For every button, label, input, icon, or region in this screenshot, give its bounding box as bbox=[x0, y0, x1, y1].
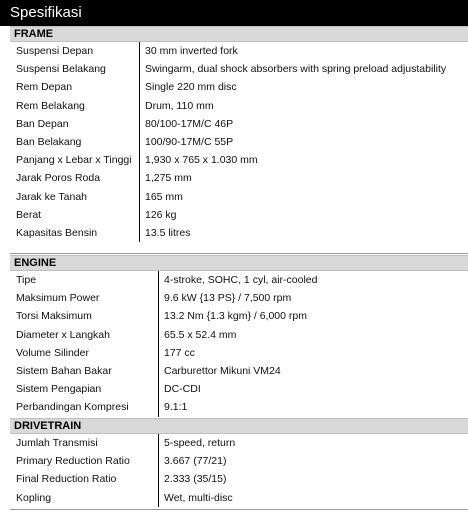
spec-label: Maksimum Power bbox=[16, 292, 100, 305]
engine-header: ENGINE bbox=[10, 255, 468, 271]
section-divider bbox=[10, 253, 468, 254]
spec-label: Panjang x Lebar x Tinggi bbox=[16, 154, 132, 167]
spec-label: Jumlah Transmisi bbox=[16, 437, 98, 450]
spec-value: Carburettor Mikuni VM24 bbox=[158, 362, 281, 380]
spec-row bbox=[10, 206, 468, 224]
drivetrain-spec-table bbox=[10, 434, 468, 507]
spec-value: 30 mm inverted fork bbox=[139, 42, 238, 60]
spec-label: Rem Belakang bbox=[16, 99, 85, 112]
spec-row bbox=[10, 289, 468, 307]
frame-header: FRAME bbox=[10, 26, 468, 42]
frame-section bbox=[10, 26, 468, 242]
spec-row bbox=[10, 151, 468, 169]
spec-value: DC-CDI bbox=[158, 380, 201, 398]
spec-value: 2.333 (35/15) bbox=[158, 470, 226, 488]
spec-label: Perbandingan Kompresi bbox=[16, 401, 129, 414]
spec-value: 3.667 (77/21) bbox=[158, 452, 226, 470]
spec-label: Kopling bbox=[16, 491, 52, 504]
spec-value: 165 mm bbox=[139, 188, 183, 206]
spec-label: Rem Depan bbox=[16, 81, 73, 94]
spec-row bbox=[10, 398, 468, 416]
spec-value: 177 cc bbox=[158, 344, 195, 362]
drivetrain-section bbox=[10, 418, 468, 507]
spec-value: 1,275 mm bbox=[139, 169, 192, 187]
spec-value: 1,930 x 765 x 1.030 mm bbox=[139, 151, 258, 169]
bottom-rule bbox=[10, 509, 468, 510]
spec-label: Final Reduction Ratio bbox=[16, 473, 117, 486]
spec-value: 5-speed, return bbox=[158, 434, 235, 452]
spec-label: Kapasitas Bensin bbox=[16, 226, 98, 239]
spec-value: 13.5 litres bbox=[139, 224, 191, 242]
spec-label: Tipe bbox=[16, 274, 37, 287]
spec-row bbox=[10, 115, 468, 133]
spec-label: Jarak Poros Roda bbox=[16, 172, 101, 185]
spec-label: Diameter x Langkah bbox=[16, 328, 110, 341]
spec-label: Suspensi Belakang bbox=[16, 63, 106, 76]
spec-value: Single 220 mm disc bbox=[139, 78, 237, 96]
spec-row bbox=[10, 224, 468, 242]
engine-section bbox=[10, 255, 468, 417]
spec-row bbox=[10, 97, 468, 115]
spec-label: Sistem Pengapian bbox=[16, 383, 102, 396]
spec-label: Sistem Bahan Bakar bbox=[16, 365, 112, 378]
spec-label: Ban Depan bbox=[16, 117, 69, 130]
spec-row bbox=[10, 188, 468, 206]
spec-row bbox=[10, 470, 468, 488]
spec-value: Wet, multi-disc bbox=[158, 489, 233, 507]
spec-row bbox=[10, 169, 468, 187]
spec-label: Primary Reduction Ratio bbox=[16, 455, 130, 468]
spec-row bbox=[10, 380, 468, 398]
spec-label: Jarak ke Tanah bbox=[16, 190, 88, 203]
drivetrain-header: DRIVETRAIN bbox=[10, 418, 468, 434]
spec-value: 100/90-17M/C 55P bbox=[139, 133, 233, 151]
frame-spec-table bbox=[10, 42, 468, 242]
spec-label: Volume Silinder bbox=[16, 346, 89, 359]
spec-row bbox=[10, 452, 468, 470]
spec-value: 9.1:1 bbox=[158, 398, 187, 416]
spec-value: Swingarm, dual shock absorbers with spring preload adjustability bbox=[139, 60, 446, 78]
engine-spec-table bbox=[10, 271, 468, 417]
spec-row bbox=[10, 326, 468, 344]
spec-row bbox=[10, 133, 468, 151]
spec-label: Suspensi Depan bbox=[16, 45, 94, 58]
spec-value: 65.5 x 52.4 mm bbox=[158, 326, 236, 344]
spec-row bbox=[10, 271, 468, 289]
spec-value: 13.2 Nm {1.3 kgm} / 6,000 rpm bbox=[158, 307, 307, 325]
spec-value: 4-stroke, SOHC, 1 cyl, air-cooled bbox=[158, 271, 317, 289]
spec-value: Drum, 110 mm bbox=[139, 97, 214, 115]
spec-row bbox=[10, 362, 468, 380]
spec-row bbox=[10, 42, 468, 60]
spec-row bbox=[10, 307, 468, 325]
spec-row bbox=[10, 489, 468, 507]
spec-value: 126 kg bbox=[139, 206, 177, 224]
spec-label: Ban Belakang bbox=[16, 136, 82, 149]
spec-value: 9.6 kW {13 PS} / 7,500 rpm bbox=[158, 289, 291, 307]
spec-row bbox=[10, 434, 468, 452]
spec-row bbox=[10, 344, 468, 362]
spec-row bbox=[10, 60, 468, 78]
spec-row bbox=[10, 78, 468, 96]
spec-label: Torsi Maksimum bbox=[16, 310, 92, 323]
page-title: Spesifikasi bbox=[0, 0, 468, 26]
spec-value: 80/100-17M/C 46P bbox=[139, 115, 233, 133]
spec-label: Berat bbox=[16, 208, 42, 221]
